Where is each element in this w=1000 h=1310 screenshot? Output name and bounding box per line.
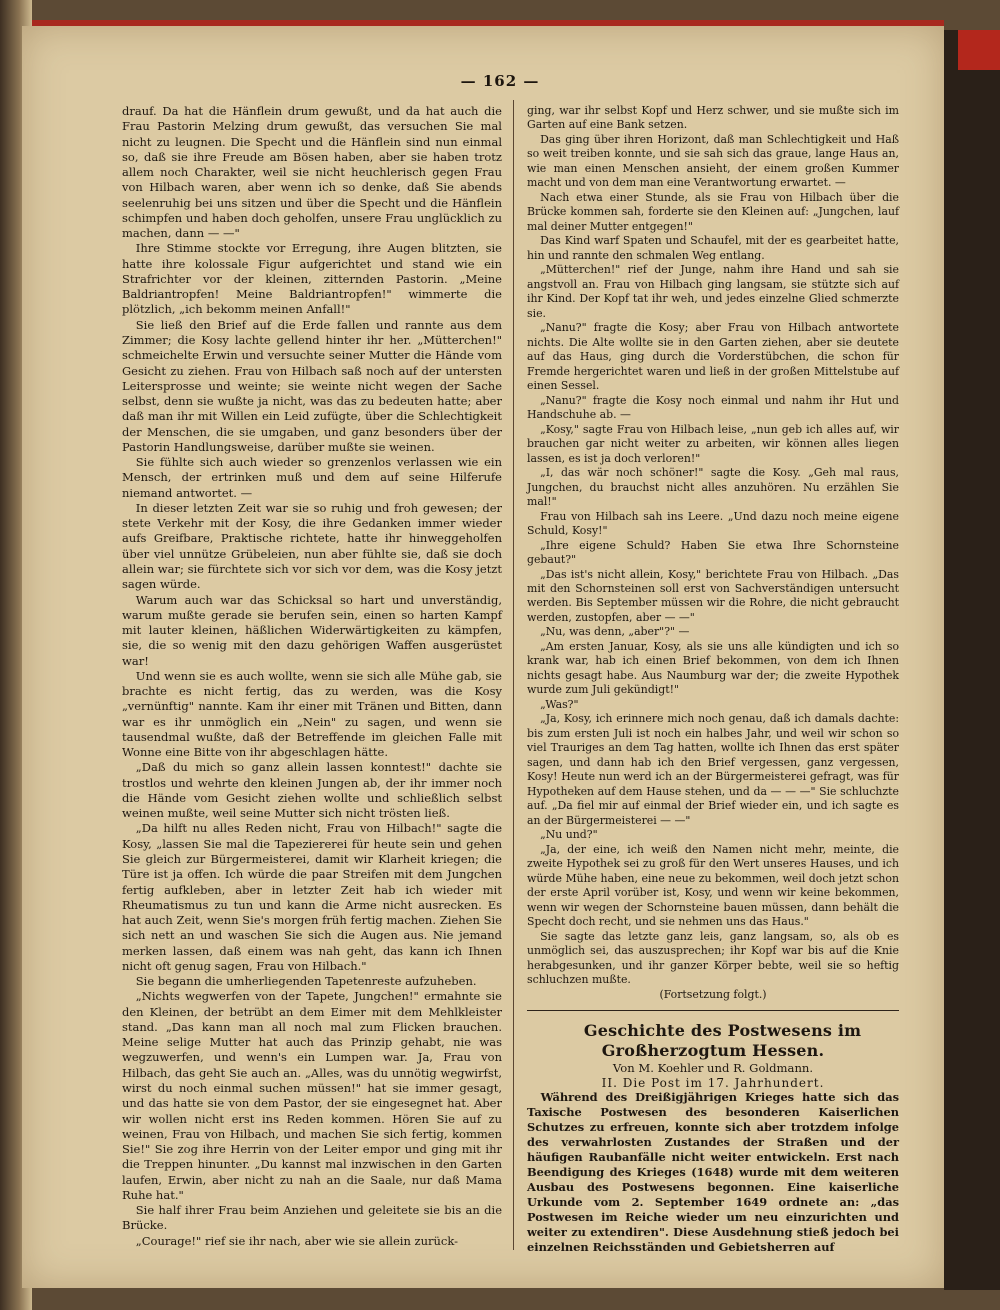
article-paragraph: Während des Dreißigjährigen Krieges hatte sich das Taxische Postwesen des besonderen Kaiserlichen Schutzes zu erfreuen, konnte sich aber trotzdem infolge des verwahrlosten Zustandes der Straßen und der häufigen Raubanfälle nicht weiter entwickeln. Erst nach Beendigung des Krieges (1648) wurde mit dem weiteren Ausbau des Postwesens begonnen. Eine kaiserliche Urkunde vom 2. September 1649 ordnete an: „das Postwesen im Reiche wieder um neu einzurichten und weiter zu extendiren". Diese Ausdehnung stieß jedoch bei einzelnen Reichsständen und Gebietsherren auf (527, 1090, 899, 1254)
paragraph: „Daß du mich so ganz allein lassen konntest!" dachte sie trostlos und wehrte den kleinen Jungen ab, der ihr immer noch die Hände vom Gesicht ziehen wollte und schließlich selbst weinen mußte, weil seine Mutter sich nicht trösten ließ. (122, 760, 502, 821)
paragraph: „Was?" (540, 697, 579, 711)
right-column-text (527, 104, 899, 988)
paragraph: Sie ließ den Brief auf die Erde fallen und rannte aus dem Zimmer; die Kosy lachte gellend hinter ihr her. „Mütterchen!" schmeichelte Erwin und versuchte seiner Mutter die Hände vom Gesicht zu ziehen. Frau von Hilbach saß noch auf der untersten Leitersprosse und weinte; sie weinte nicht wegen der Sache selbst, denn sie wußte ja nicht, was das zu bedeuten hatte; aber daß man ihr mit Willen ein Leid zufügte, über die Schlechtigkeit der Menschen, die sie umgaben, und ganz besonders über der Pastorin Handlungsweise, darüber mußte sie weinen. (122, 317, 502, 454)
paragraph: drauf. Da hat die Hänflein drum gewußt, und da hat auch die Frau Pastorin Melzing drum gewußt, das versuchen Sie mal nicht zu leugnen. Die Specht und die Hänflein sind nun einmal so, daß sie ihre Freude am Bösen haben, aber sie haben trotz allem noch Charakter, weil sie nicht heuchlerisch gegen Frau von Hilbach waren, aber wenn ich so denke, daß Sie abends seelenruhig bei uns sitzen und über die Specht und die Hänflein schimpfen und haben doch geholfen, unsere Frau unglücklich zu machen, dann — —" (122, 104, 502, 241)
paragraph: „Ihre eigene Schuld? Haben Sie etwa Ihre Schornsteine gebaut?" (527, 538, 899, 567)
paragraph: Sie half ihrer Frau beim Anziehen und geleitete sie bis an die Brücke. (122, 1203, 502, 1233)
page-edge-right (944, 30, 1000, 1290)
continuation-note: (Fortsetzung folgt.) (659, 987, 767, 1001)
column-divider (513, 100, 514, 1250)
page-number: — 162 — (460, 72, 540, 90)
right-column (527, 104, 899, 1255)
paragraph: „Nichts wegwerfen von der Tapete, Jungchen!" ermahnte sie den Kleinen, der betrübt an dem Eimer mit dem Mehlkleister stand. „Das kann man all noch mal zum Flicken brauchen. Meine selige Mutter hat auch das Prinzip gehabt, nie was wegzuwerfen, und wenn's ein Lumpen war. Ja, Frau von Hilbach, das geht Sie auch an. „Alles, was du unnötig wegwirfst, wirst du noch einmal suchen müssen!" hat sie immer gesagt, und das hatte sie von dem Pastor, der sie eingesegnet hat. Aber wir wollen nicht erst ins Reden kommen. Hören Sie auf zu weinen, Frau von Hilbach, und machen Sie sich fertig, kommen Sie!" Sie zog ihre Herrin von der Leiter empor und ging mit ihr die Treppen hinunter. „Du kannst mal inzwischen in den Garten laufen, Erwin, aber nicht zu nah an die Saale, nur daß Mama Ruhe hat." (122, 989, 502, 1202)
paragraph: „I, das wär noch schöner!" sagte die Kosy. „Geh mal raus, Jungchen, du brauchst nicht alles anzuhören. Nu erzählen Sie mal!" (527, 466, 899, 509)
paragraph: Warum auch war das Schicksal so hart und unverständig, warum mußte gerade sie berufen sein, einen so harten Kampf mit lauter kleinen, häßlichen Widerwärtigkeiten zu kämpfen, sie, die so wenig mit den dazu gehörigen Waffen ausgerüstet war! (122, 592, 502, 668)
article-body (527, 1090, 899, 1255)
bookmark-tab (958, 30, 1000, 70)
paragraph: In dieser letzten Zeit war sie so ruhig und froh gewesen; der stete Verkehr mit der Kosy, die ihre Gedanken immer wieder aufs Greifbare, Praktische richtete, hatte ihr hinweggeholfen über viel unnütze Grübeleien, nun aber fühlte sie, daß sie doch allein war; sie fürchtete sich vor sich vor dem, was die Kosy jetzt sagen würde. (122, 500, 502, 592)
paragraph: ging, war ihr selbst Kopf und Herz schwer, und sie mußte sich im Garten auf eine Bank setzen. (527, 104, 899, 132)
paragraph: Sie begann die umherliegenden Tapetenreste aufzuheben. (135, 974, 477, 989)
paragraph: „Nu und?" (540, 828, 598, 842)
paragraph: Sie fühlte sich auch wieder so grenzenlos verlassen wie ein Mensch, der ertrinken muß und dem auf seine Hilferufe niemand antwortet. — (122, 455, 502, 500)
paragraph: Frau von Hilbach sah ins Leere. „Und dazu noch meine eigene Schuld, Kosy!" (527, 509, 899, 538)
article-separator (527, 1010, 899, 1011)
article-byline: Von M. Koehler und R. Goldmann. (612, 1061, 814, 1076)
paragraph: „Courage!" rief sie ihr nach, aber wie sie allein zurück- (135, 1233, 458, 1248)
paragraph: „Ja, der eine, ich weiß den Namen nicht mehr, meinte, die zweite Hypothek sei zu groß für den Wert unseres Hauses, und ich würde Mühe haben, eine neue zu bekommen, weil doch jetzt schon der erste April vorüber ist, Kosy, und wenn wir keine bekommen, wenn wir wegen der Schornsteine bauen müssen, dann behält die Specht doch recht, und sie nehmen uns das Haus." (527, 842, 899, 929)
paragraph: „Ja, Kosy, ich erinnere mich noch genau, daß ich damals dachte: bis zum ersten Juli ist noch ein halbes Jahr, und weil wir schon so viel Trauriges an dem Tag hatten, wollte ich Ihnen das erst später sagen, und dann hab ich den Brief vergessen, ganz vergessen, Kosy! Heute nun werd ich an der Bürgermeisterei gefragt, was für Hypotheken auf dem Hause stehen, und da — — —" Sie schluchzte auf. „Da fiel mir auf einmal der Brief wieder ein, und ich sagte es an der Bürgermeisterei — —" (527, 712, 899, 827)
section-heading: II. Die Post im 17. Jahrhundert. (601, 1075, 825, 1090)
paragraph: Sie sagte das letzte ganz leis, ganz langsam, so, als ob es unmöglich sei, das auszusprechen; ihr Kopf war bis auf die Knie herabgesunken, und ihr ganzer Körper bebte, weil sie so heftig schluchzen mußte. (527, 929, 899, 987)
paragraph: Und wenn sie es auch wollte, wenn sie sich alle Mühe gab, sie brachte es nicht fertig, das zu werden, was die Kosy „vernünftig" nannte. Kam ihr einer mit Tränen und Bitten, dann war es ihr unmöglich ein „Nein" zu sagen, und wenn sie tausendmal wußte, daß der Betreffende im gleichen Falle mit Wonne eine Bitte von ihr abgeschlagen hätte. (122, 668, 502, 760)
paragraph: „Am ersten Januar, Kosy, als sie uns alle kündigten und ich so krank war, hab ich einen Brief bekommen, von dem ich Ihnen nichts gesagt habe. Aus Naumburg war der; die zweite Hypothek wurde zum Juli gekündigt!" (527, 639, 899, 697)
paragraph: „Kosy," sagte Frau von Hilbach leise, „nun geb ich alles auf, wir brauchen gar nicht weiter zu arbeiten, wir können alles liegen lassen, es ist ja doch verloren!" (527, 422, 899, 465)
article-title: Geschichte des Postwesens im Großherzogtum Hessen. (583, 1021, 862, 1061)
paragraph: Ihre Stimme stockte vor Erregung, ihre Augen blitzten, sie hatte ihre kolossale Figur aufgerichtet und stand wie ein Strafrichter vor der kleinen, zitternden Pastorin. „Meine Baldriantropfen! Meine Baldriantropfen!" wimmerte die plötzlich, „ich bekomm meinen Anfall!" (122, 241, 502, 317)
paragraph: „Nu, was denn, „aber"?" — (540, 625, 690, 639)
paragraph: „Da hilft nu alles Reden nicht, Frau von Hilbach!" sagte die Kosy, „lassen Sie mal die Tapeziererei für heute sein und gehen Sie gleich zur Bürgermeisterei, damit wir Klarheit kriegen; die Türe ist ja offen. Ich würde die paar Streifen mit dem Jungchen fertig aufkleben, aber in letzter Zeit hab ich wieder mit Rheumatismus zu tun und kann die Arme nicht ausrecken. Es hat auch Zeit, wenn Sie's morgen früh fertig machen. Ziehen Sie sich nett an und waschen Sie sich die Augen aus. Nie jemand merken lassen, daß einem was nah geht, das kann ich Ihnen nicht oft genug sagen, Frau von Hilbach." (122, 821, 502, 973)
left-column (122, 104, 502, 1249)
paragraph: „Nanu?" fragte die Kosy noch einmal und nahm ihr Hut und Handschuhe ab. — (527, 393, 899, 422)
paragraph: „Mütterchen!" rief der Junge, nahm ihre Hand und sah sie angstvoll an. Frau von Hilbach ging langsam, sie stützte sich auf ihr Kind. Der Kopf tat ihr weh, und jedes einzelne Glied schmerzte sie. (527, 263, 899, 320)
paragraph: Nach etwa einer Stunde, als sie Frau von Hilbach über die Brücke kommen sah, forderte sie den Kleinen auf: „Jungchen, lauf mal deiner Mutter entgegen!" (527, 190, 899, 233)
paragraph: Das ging über ihren Horizont, daß man Schlechtigkeit und Haß so weit treiben konnte, und sie sah sich das graue, lange Haus an, wie man einen Menschen ansieht, der einem großen Kummer macht und von dem man eine Verantwortung erwartet. — (527, 132, 899, 190)
paragraph: „Das ist's nicht allein, Kosy," berichtete Frau von Hilbach. „Das mit den Schornsteinen soll erst von Sachverständigen untersucht werden. Bis September müssen wir die Rohre, die nicht gebraucht werden, zustopfen, aber — —" (527, 567, 899, 624)
paragraph: Das Kind warf Spaten und Schaufel, mit der es gearbeitet hatte, hin und rannte den schmalen Weg entlang. (527, 234, 899, 262)
paragraph: „Nanu?" fragte die Kosy; aber Frau von Hilbach antwortete nichts. Die Alte wollte sie in den Garten ziehen, aber sie deutete auf das Haus, ging durch die Vorderstübchen, die schon für Fremde hergerichtet waren und ließ in der großen Mittelstube auf einen Sessel. (527, 321, 899, 393)
